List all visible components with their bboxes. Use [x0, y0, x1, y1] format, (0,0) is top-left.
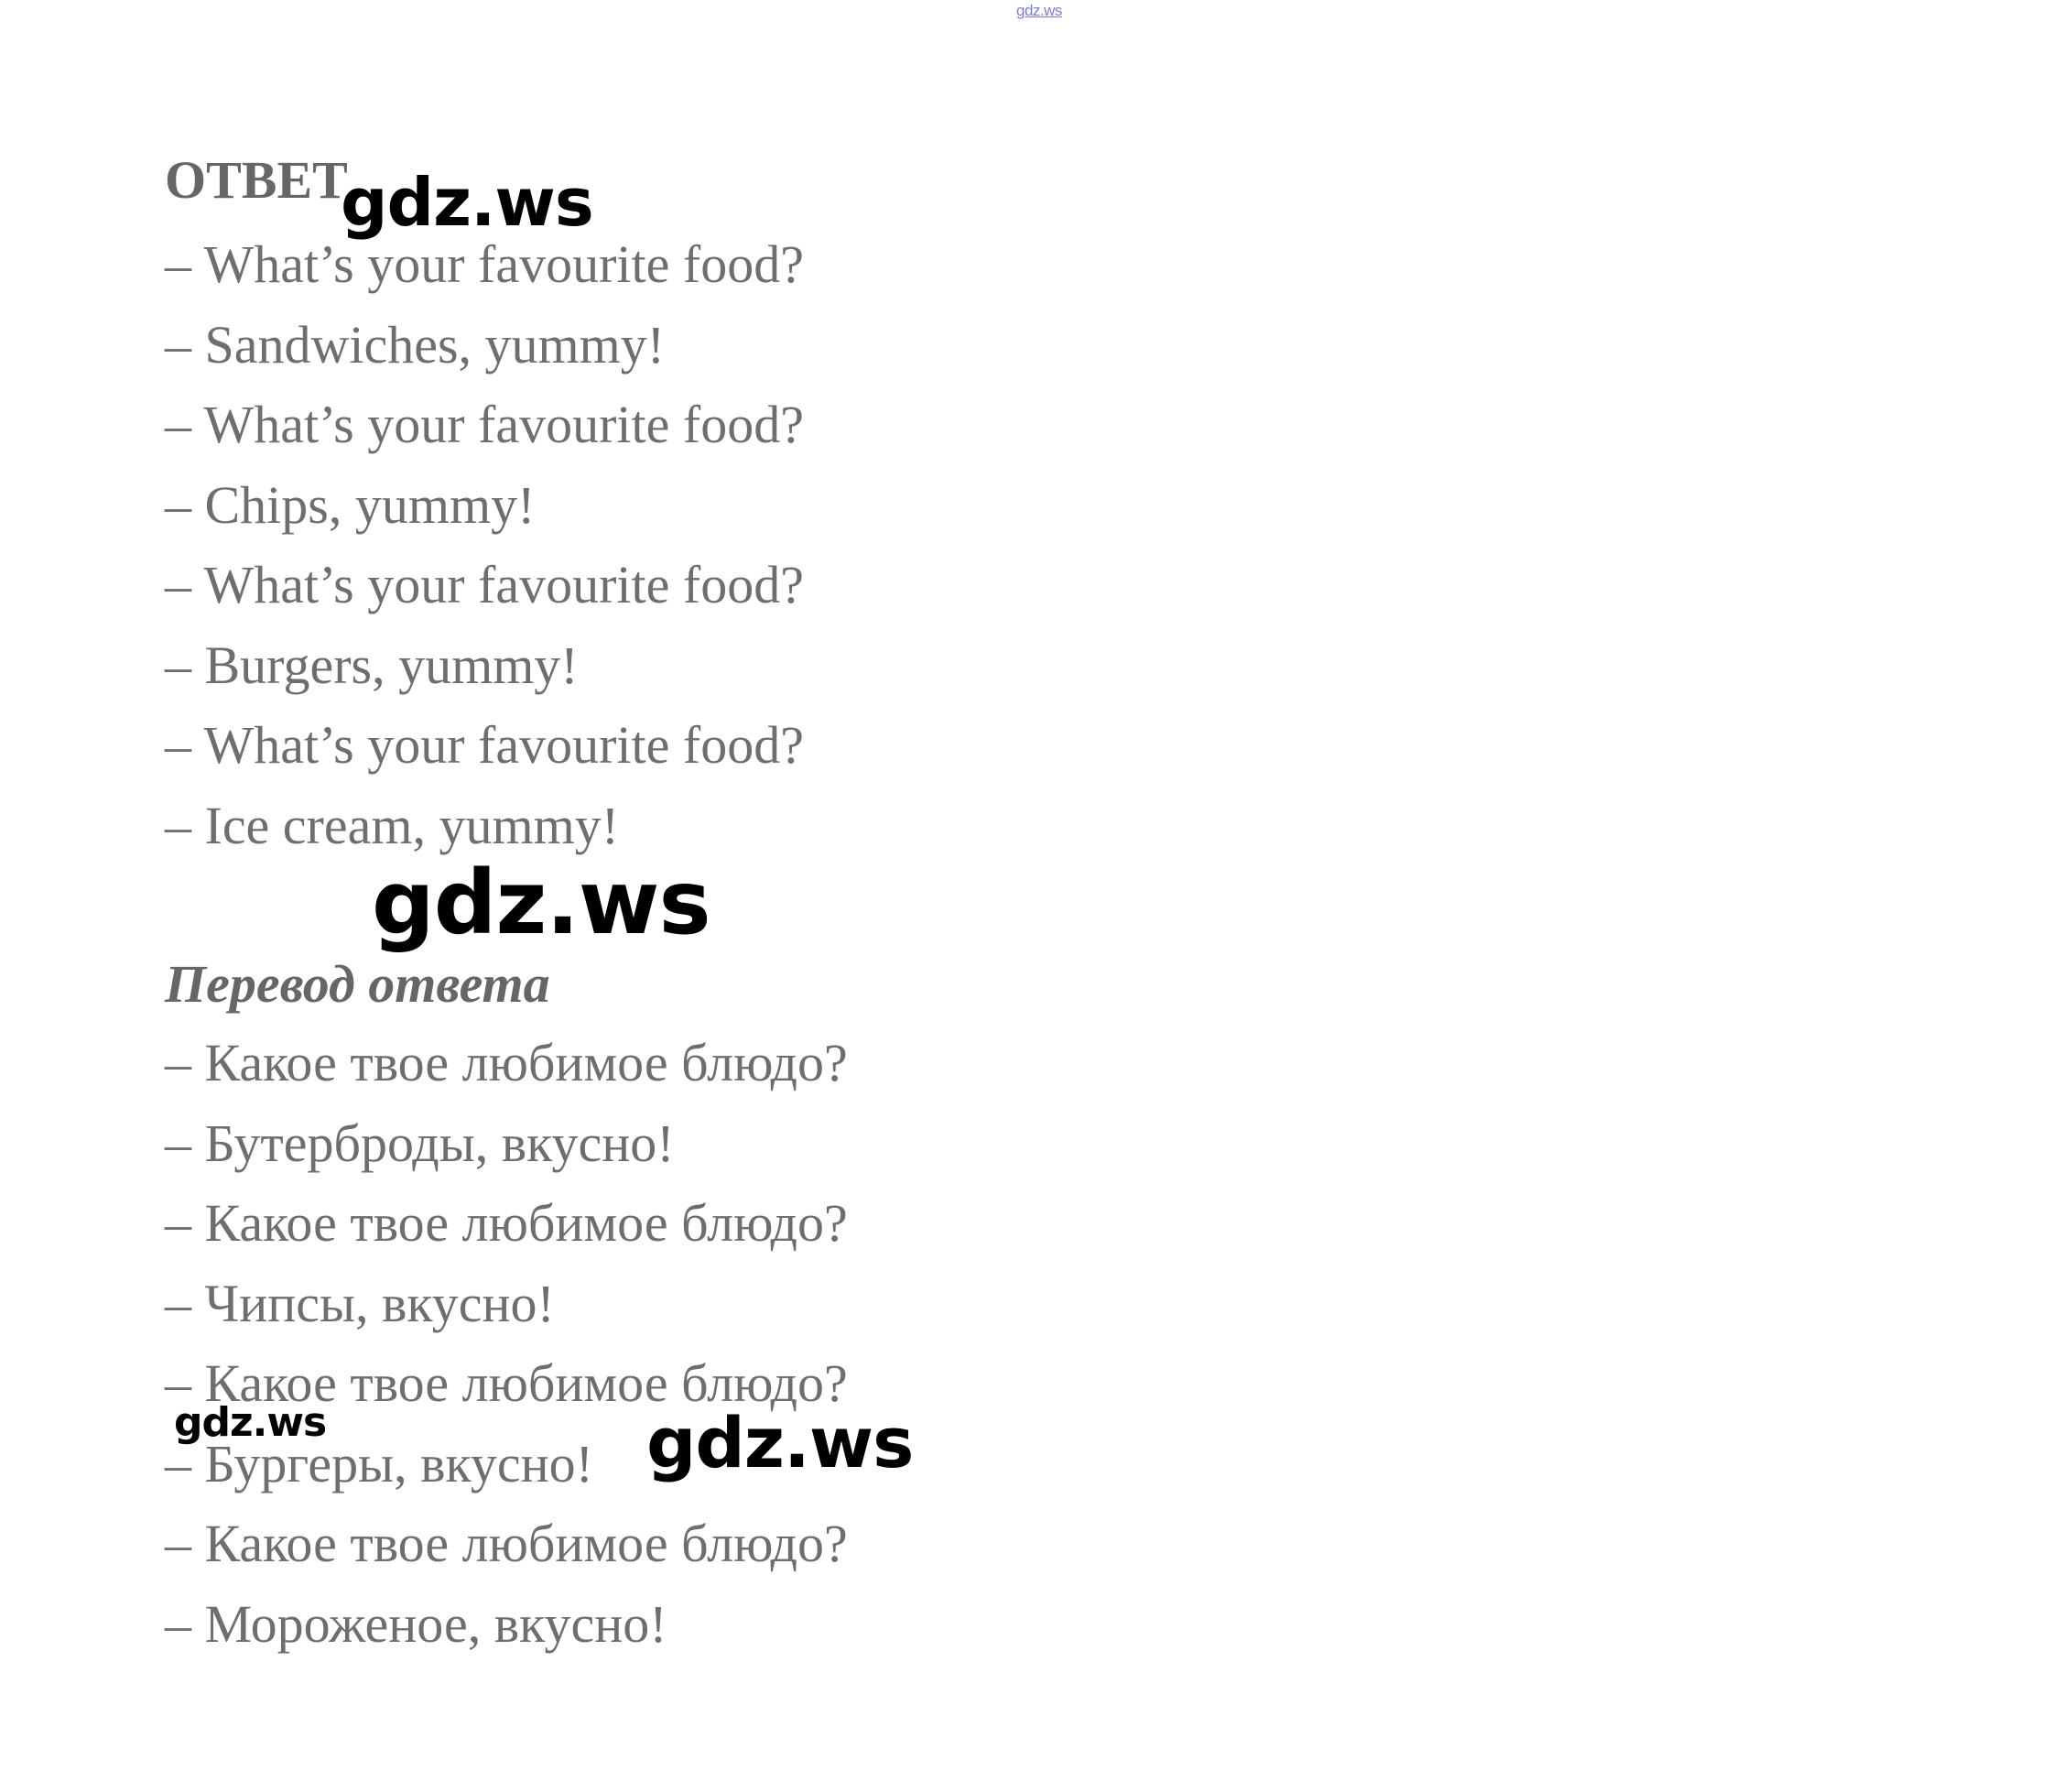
translation-line: – Какое твое любимое блюдо? [165, 1193, 848, 1253]
answer-line: – What’s your favourite food? [165, 555, 804, 614]
answer-title: ОТВЕТ [165, 150, 348, 210]
answer-line: – What’s your favourite food? [165, 395, 804, 454]
answer-line: – Chips, yummy! [165, 474, 536, 535]
answer-line: – What’s your favourite food? [165, 234, 804, 294]
translation-line: – Чипсы, вкусно! [165, 1273, 555, 1333]
translation-lines [165, 1023, 848, 1664]
translation-line: – Бургеры, вкусно! [165, 1433, 593, 1493]
site-mark-link[interactable]: gdz.ws [1016, 2, 1062, 19]
watermark: gdz.ws [646, 1402, 914, 1483]
translation-line: – Какое твое любимое блюдо? [165, 1514, 848, 1573]
translation-line: – Какое твое любимое блюдо? [165, 1033, 848, 1092]
answer-lines [165, 224, 804, 865]
answer-line: – Sandwiches, yummy! [165, 314, 666, 375]
watermark: gdz.ws [174, 1399, 327, 1446]
translation-title: Перевод ответа [165, 954, 550, 1014]
watermark: gdz.ws [341, 164, 593, 241]
translation-line: – Какое твое любимое блюдо? [165, 1353, 848, 1413]
answer-line: – What’s your favourite food? [165, 715, 804, 775]
watermark: gdz.ws [372, 852, 710, 954]
answer-line: – Burgers, yummy! [165, 635, 579, 695]
translation-line: – Бутерброды, вкусно! [165, 1113, 675, 1173]
answer-line: – Ice cream, yummy! [165, 795, 620, 855]
translation-line: – Мороженое, вкусно! [165, 1593, 667, 1654]
